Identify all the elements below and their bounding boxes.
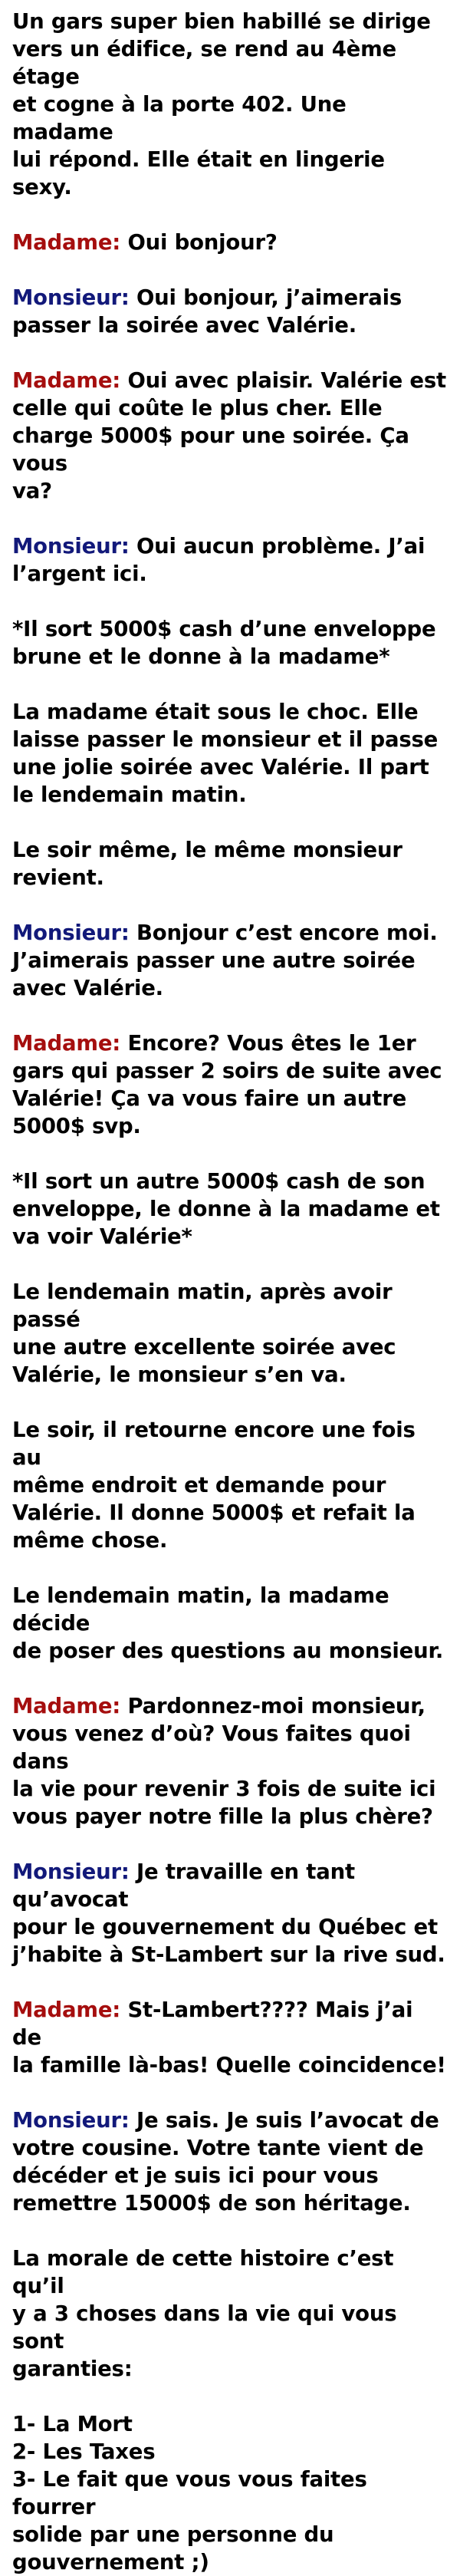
paragraph-text: Un gars super bien habillé se dirige vers un édifice, se rend au 4ème étage et cogne à la porte 402. Une madame lui répond. Elle était en lingerie sexy.	[12, 9, 431, 199]
dialogue-monsieur	[12, 919, 448, 1002]
paragraph-text: Je sais. Je suis l’avocat de votre cousine. Votre tante vient de décéder et je suis ici pour vous remettre 15000$ de son héritage.	[12, 2108, 439, 2215]
narration-paragraph	[12, 2245, 448, 2383]
narration-paragraph	[12, 1582, 448, 1665]
paragraph-text: Oui bonjour, j’aimerais passer la soirée avec Valérie.	[12, 285, 402, 338]
paragraph-text: La morale de cette histoire c’est qu’il y a 3 choses dans la vie qui vous sont garanties:	[12, 2246, 397, 2381]
paragraph-text: Le lendemain matin, après avoir passé une autre excellente soirée avec Valérie, le monsieur s’en va.	[12, 1280, 396, 1387]
dialogue-monsieur	[12, 284, 448, 339]
narration-paragraph	[12, 836, 448, 891]
paragraph-text: Bonjour c’est encore moi. J’aimerais passer une autre soirée avec Valérie.	[12, 921, 438, 1000]
paragraph-text: *Il sort 5000$ cash d’une enveloppe brune et le donne à la madame*	[12, 617, 436, 669]
speaker-label-madame: Madame:	[12, 230, 121, 255]
speaker-label-monsieur: Monsieur:	[12, 534, 130, 558]
paragraph-text: Le soir même, le même monsieur revient.	[12, 838, 402, 890]
speaker-label-madame: Madame:	[12, 1998, 121, 2022]
dialogue-madame	[12, 1692, 448, 1830]
paragraph-text: Encore? Vous êtes le 1er gars qui passer 2 soirs de suite avec Valérie! Ça va vous faire un autre 5000$ svp.	[12, 1031, 442, 1138]
dialogue-monsieur	[12, 2107, 448, 2217]
speaker-label-monsieur: Monsieur:	[12, 2108, 130, 2133]
speaker-label-monsieur: Monsieur:	[12, 1860, 130, 1884]
speaker-label-monsieur: Monsieur:	[12, 285, 130, 310]
narration-paragraph	[12, 1278, 448, 1388]
paragraph-text: Le lendemain matin, la madame décide de poser des questions au monsieur.	[12, 1583, 444, 1663]
speaker-label-monsieur: Monsieur:	[12, 921, 130, 945]
speaker-label-madame: Madame:	[12, 1031, 121, 1056]
dialogue-madame	[12, 1996, 448, 2079]
paragraph-text: St-Lambert???? Mais j’ai de la famille là-bas! Quelle coincidence!	[12, 1998, 446, 2077]
speaker-label-madame: Madame:	[12, 1694, 121, 1718]
dialogue-madame	[12, 1029, 448, 1140]
dialogue-monsieur	[12, 532, 448, 588]
narration-paragraph	[12, 8, 448, 201]
paragraph-text: Oui aucun problème. J’ai l’argent ici.	[12, 534, 426, 586]
paragraph-text: La madame était sous le choc. Elle laisse passer le monsieur et il passe une jolie soirée avec Valérie. Il part le lendemain matin.	[12, 700, 439, 807]
dialogue-monsieur	[12, 1858, 448, 1968]
paragraph-text: Je travaille en tant qu’avocat pour le gouvernement du Québec et j’habite à St-Lambert sur la rive sud.	[12, 1860, 445, 1967]
paragraph-text: Oui bonjour?	[120, 230, 278, 255]
paragraph-text: Oui avec plaisir. Valérie est celle qui coûte le plus cher. Elle charge 5000$ pour une soirée. Ça vous va?	[12, 368, 446, 503]
narration-paragraph	[12, 1168, 448, 1250]
paragraph-text: Pardonnez-moi monsieur, vous venez d’où? Vous faites quoi dans la vie pour revenir 3 fois de suite ici vous payer notre fille la plus chère?	[12, 1694, 436, 1829]
narration-paragraph	[12, 2410, 448, 2576]
paragraph-text: *Il sort un autre 5000$ cash de son enveloppe, le donne à la madame et va voir Valérie*	[12, 1169, 440, 1249]
narration-paragraph	[12, 615, 448, 670]
dialogue-madame	[12, 367, 448, 505]
dialogue-madame	[12, 229, 448, 256]
paragraph-text: 1- La Mort 2- Les Taxes 3- Le fait que vous vous faites fourrer solide par une personne du gouvernement ;)	[12, 2412, 367, 2574]
narration-paragraph	[12, 698, 448, 809]
speaker-label-madame: Madame:	[12, 368, 121, 393]
paragraph-text: Le soir, il retourne encore une fois au même endroit et demande pour Valérie. Il donne 5000$ et refait la même chose.	[12, 1418, 416, 1553]
narration-paragraph	[12, 1416, 448, 1554]
